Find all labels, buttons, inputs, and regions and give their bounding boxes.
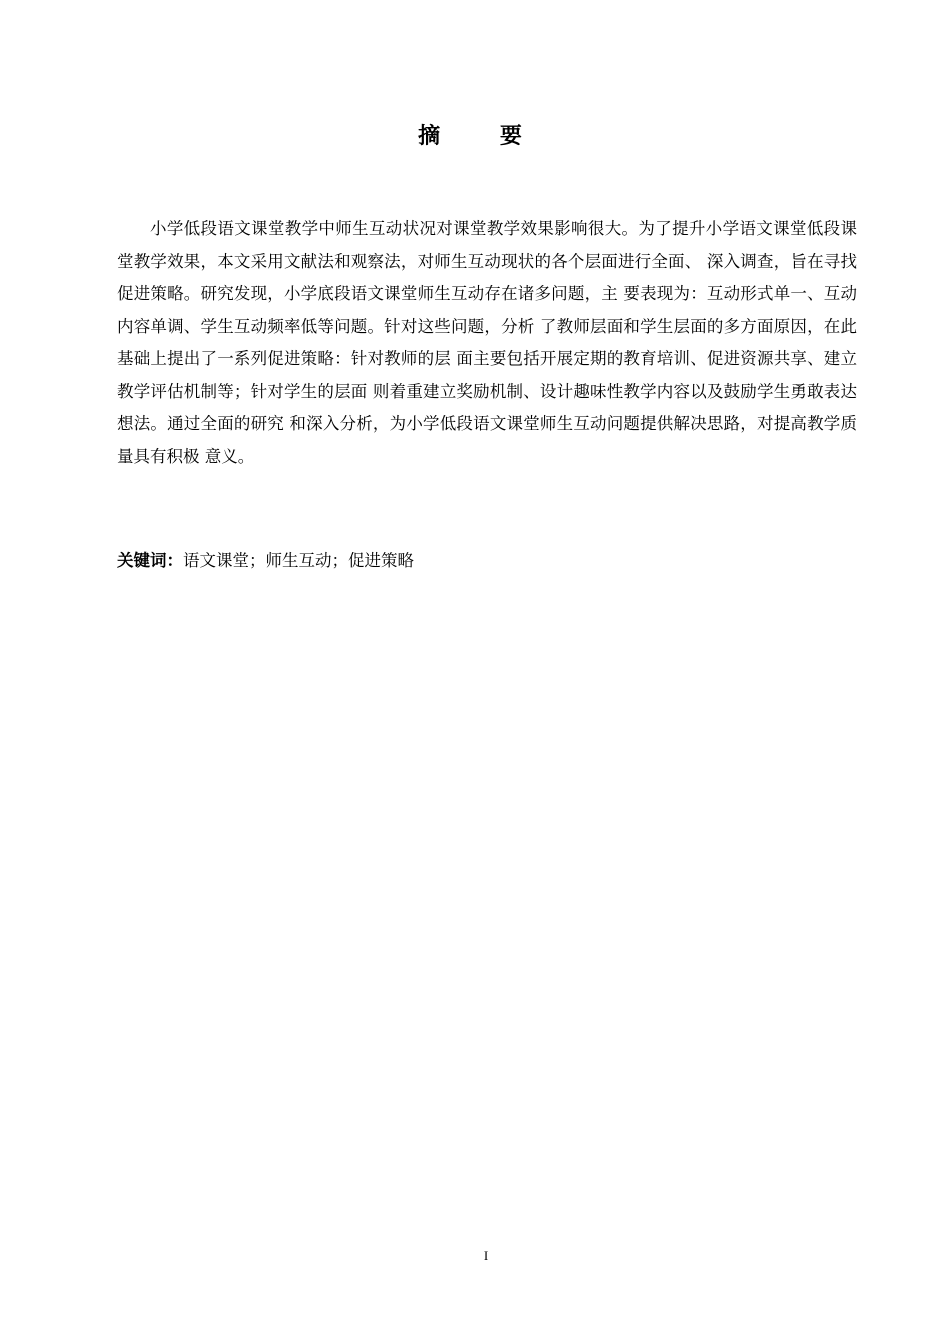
page-title: 摘 要 — [418, 124, 548, 149]
keywords-label: 关键词： — [117, 551, 183, 570]
keywords-line — [117, 545, 857, 577]
page-number: I — [483, 1248, 489, 1263]
keywords-value: 语文课堂；师生互动；促进策略 — [183, 551, 414, 570]
abstract-paragraph: 小学低段语文课堂教学中师生互动状况对课堂教学效果影响很大。为了提升小学语文课堂低段课堂教学效果，本文采用文献法和观察法，对师生互动现状的各个层面进行全面、 深入调查，旨在寻找促进策略。研究发现，小学底段语文课堂师生互动存在诸多问题，主 要表现为：互动形式单一、互动内容单调、学生互动频率低等问题。针对这些问题，分析 了教师层面和学生层面的多方面原因，在此基础上提出了一系列促进策略：针对教师的层 面主要包括开展定期的教育培训、促进资源共享、建立教学评估机制等；针对学生的层面 则着重建立奖励机制、设计趣味性教学内容以及鼓励学生勇敢表达想法。通过全面的研究 和深入分析，为小学低段语文课堂师生互动问题提供解决思路，对提高教学质量具有积极 意义。 — [117, 219, 857, 466]
